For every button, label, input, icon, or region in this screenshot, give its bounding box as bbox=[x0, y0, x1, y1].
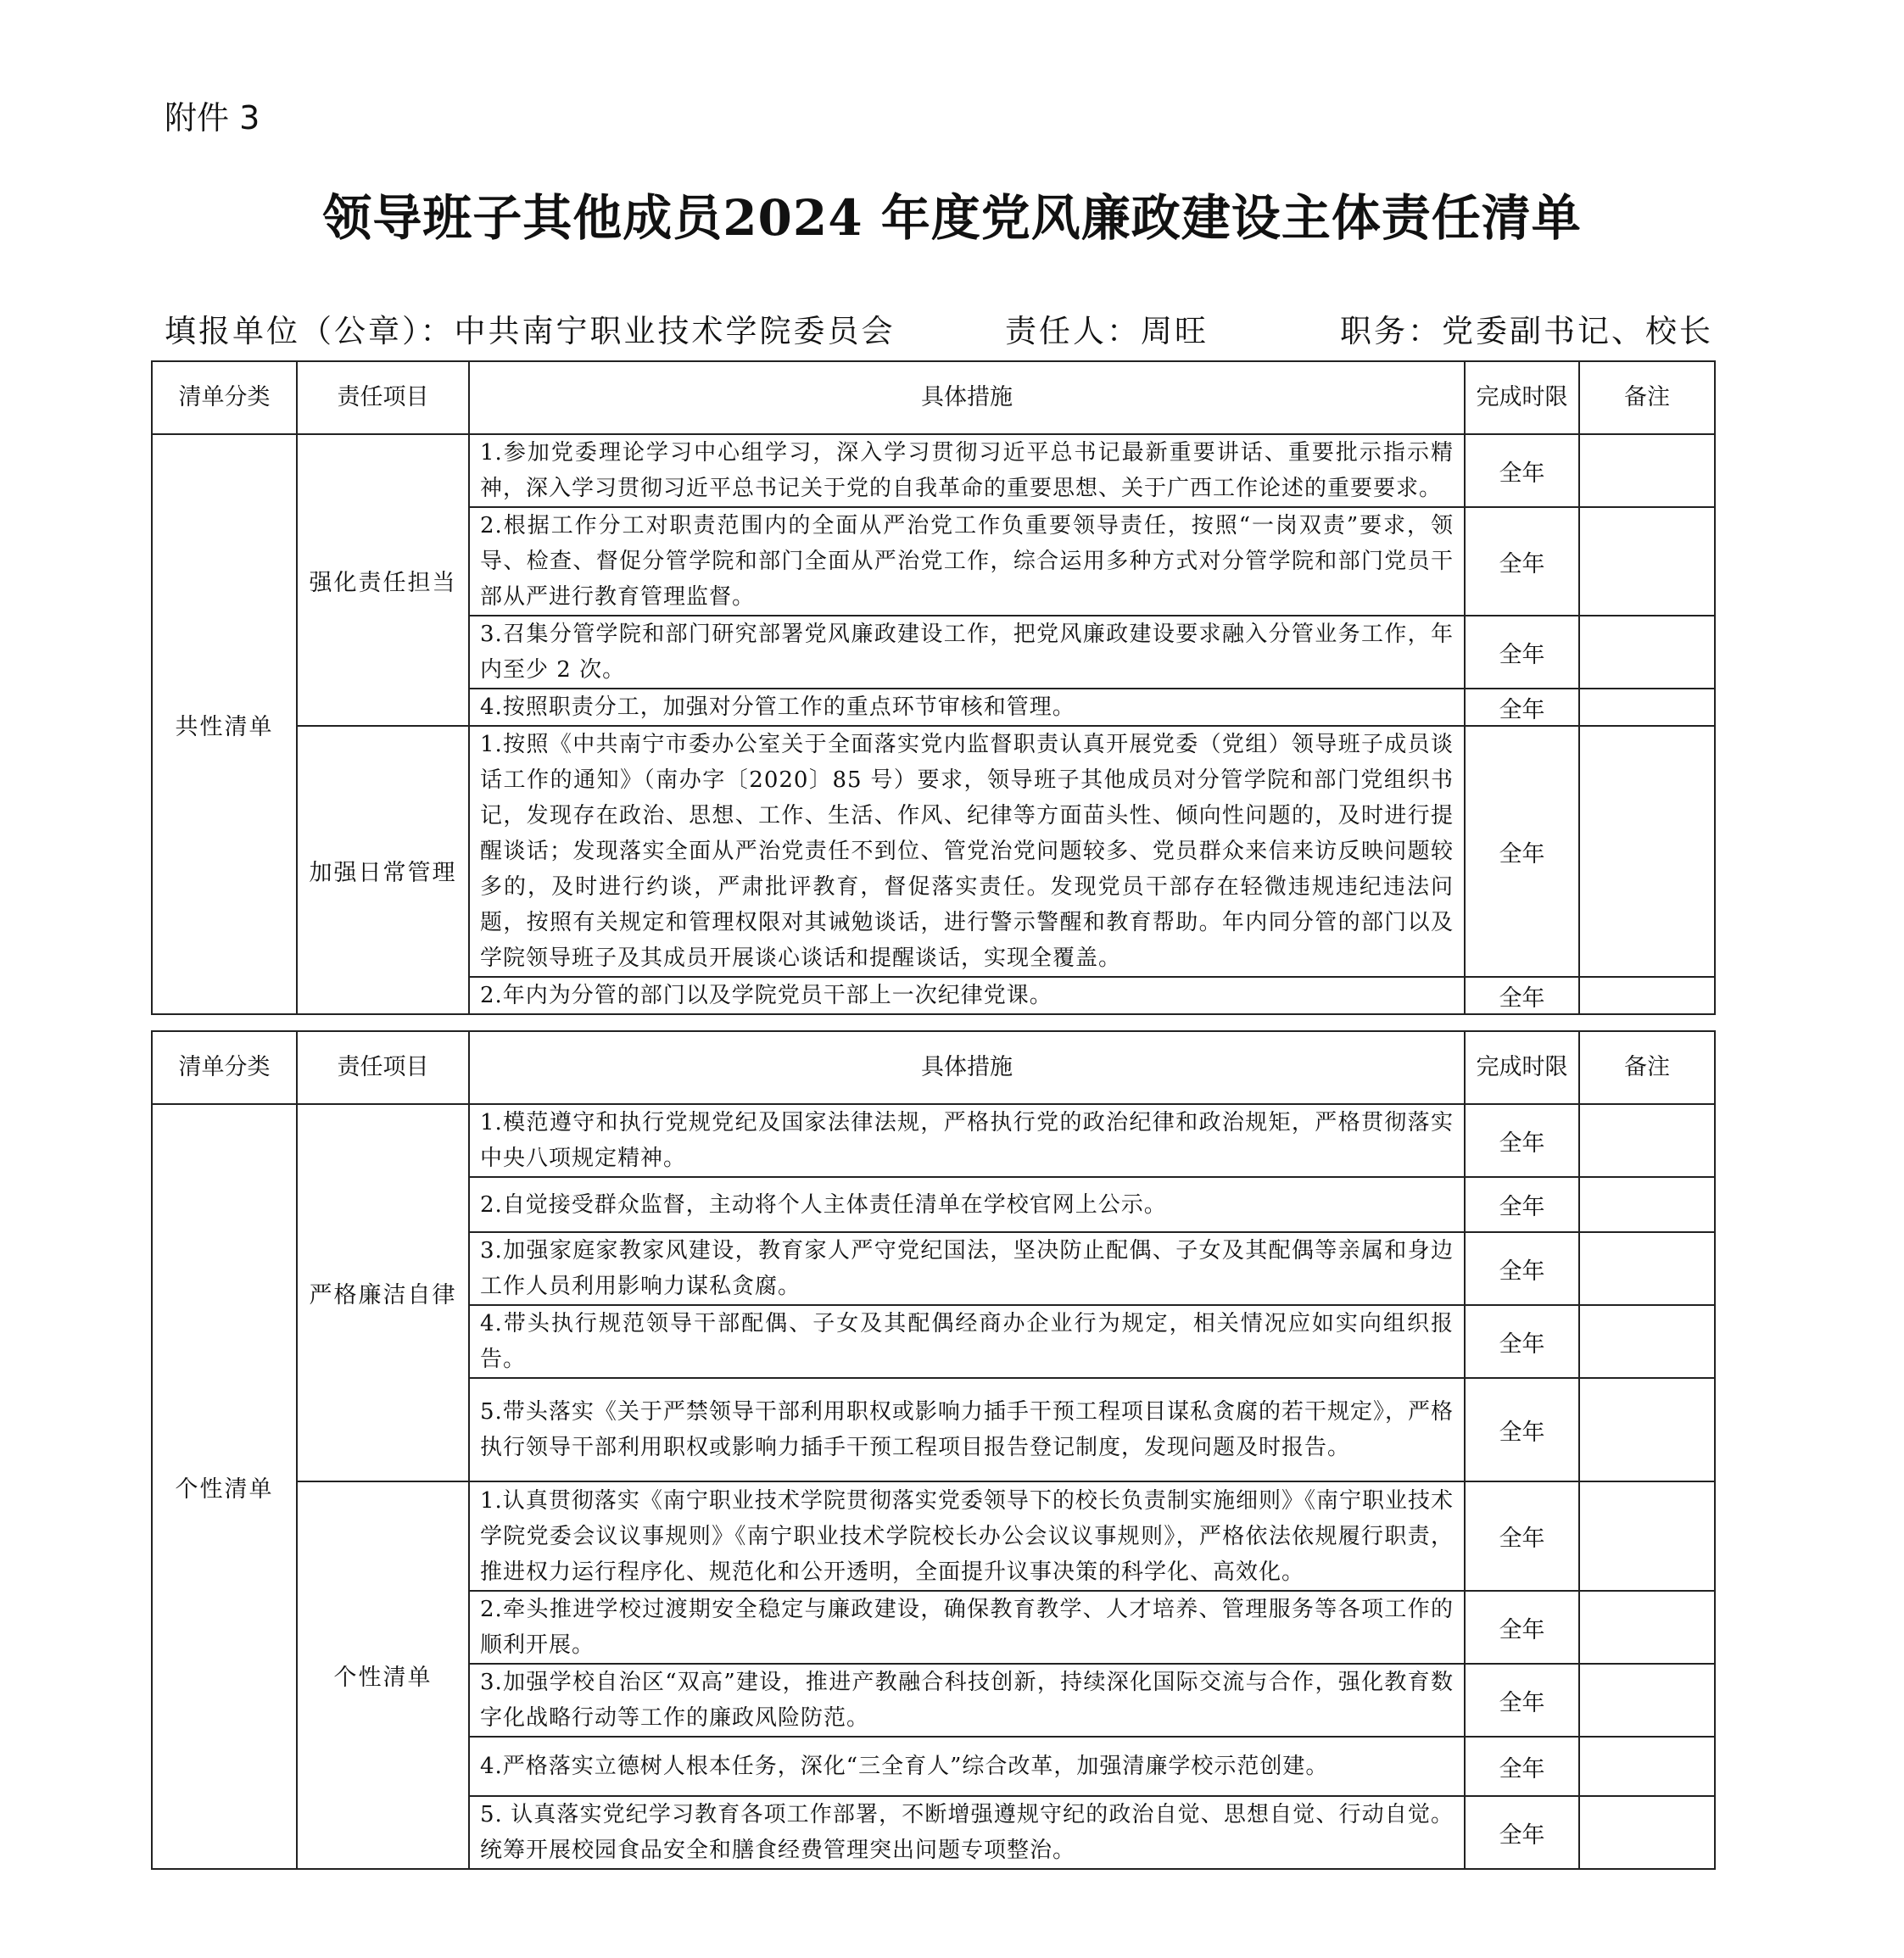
note-cell bbox=[1579, 507, 1715, 616]
category-cell: 共性清单 bbox=[152, 434, 297, 1014]
note-cell bbox=[1579, 1796, 1715, 1869]
note-cell bbox=[1579, 434, 1715, 507]
table-row bbox=[152, 1481, 1715, 1591]
note-cell bbox=[1579, 1104, 1715, 1177]
limit-cell: 全年 bbox=[1465, 1104, 1579, 1177]
table-row bbox=[152, 1104, 1715, 1177]
note-cell bbox=[1579, 1177, 1715, 1232]
measure-cell: 1.认真贯彻落实《南宁职业技术学院贯彻落实党委领导下的校长负责制实施细则》《南宁职业技术学院党委会议议事规则》《南宁职业技术学院校长办公会议议事规则》，严格依法依规履行职责，推进权力运行程序化、规范化和公开透明，全面提升议事决策的科学化、高效化。 bbox=[469, 1481, 1465, 1591]
item-cell: 强化责任担当 bbox=[297, 434, 469, 726]
limit-cell: 全年 bbox=[1465, 1737, 1579, 1796]
item-cell: 加强日常管理 bbox=[297, 726, 469, 1014]
position: 职务：党委副书记、校长 bbox=[1340, 313, 1713, 349]
note-cell bbox=[1579, 1305, 1715, 1378]
measure-cell: 4.按照职责分工，加强对分管工作的重点环节审核和管理。 bbox=[469, 689, 1465, 726]
responsible-person: 责任人：周旺 bbox=[1005, 313, 1209, 349]
attachment-label: 附件 3 bbox=[165, 99, 260, 137]
common-list-table bbox=[151, 360, 1716, 1015]
page-title: 领导班子其他成员2024 年度党风廉政建设主体责任清单 bbox=[322, 189, 1582, 247]
measure-cell: 1.参加党委理论学习中心组学习，深入学习贯彻习近平总书记最新重要讲话、重要批示指示精神，深入学习贯彻习近平总书记关于党的自我革命的重要思想、关于广西工作论述的重要要求。 bbox=[469, 434, 1465, 507]
header-category: 清单分类 bbox=[152, 361, 297, 434]
limit-cell: 全年 bbox=[1465, 507, 1579, 616]
measure-cell: 2.牵头推进学校过渡期安全稳定与廉政建设，确保教育教学、人才培养、管理服务等各项工作的顺利开展。 bbox=[469, 1591, 1465, 1664]
limit-cell: 全年 bbox=[1465, 689, 1579, 726]
header-item: 责任项目 bbox=[297, 361, 469, 434]
measure-cell: 3.加强家庭家教家风建设，教育家人严守党纪国法，坚决防止配偶、子女及其配偶等亲属和身边工作人员利用影响力谋私贪腐。 bbox=[469, 1232, 1465, 1305]
reporting-unit: 填报单位（公章）：中共南宁职业技术学院委员会 bbox=[165, 313, 896, 349]
limit-cell: 全年 bbox=[1465, 1664, 1579, 1737]
limit-cell: 全年 bbox=[1465, 726, 1579, 977]
note-cell bbox=[1579, 1737, 1715, 1796]
item-cell: 严格廉洁自律 bbox=[297, 1104, 469, 1481]
limit-cell: 全年 bbox=[1465, 1232, 1579, 1305]
measure-cell: 1.模范遵守和执行党规党纪及国家法律法规，严格执行党的政治纪律和政治规矩，严格贯彻落实中央八项规定精神。 bbox=[469, 1104, 1465, 1177]
measure-cell: 5.带头落实《关于严禁领导干部利用职权或影响力插手干预工程项目谋私贪腐的若干规定》，严格执行领导干部利用职权或影响力插手干预工程项目报告登记制度，发现问题及时报告。 bbox=[469, 1378, 1465, 1481]
item-cell: 个性清单 bbox=[297, 1481, 469, 1869]
category-cell: 个性清单 bbox=[152, 1104, 297, 1869]
note-cell bbox=[1579, 977, 1715, 1014]
note-cell bbox=[1579, 689, 1715, 726]
limit-cell: 全年 bbox=[1465, 1305, 1579, 1378]
measure-cell: 2.自觉接受群众监督，主动将个人主体责任清单在学校官网上公示。 bbox=[469, 1177, 1465, 1232]
limit-cell: 全年 bbox=[1465, 977, 1579, 1014]
header-measure: 具体措施 bbox=[469, 361, 1465, 434]
limit-cell: 全年 bbox=[1465, 1177, 1579, 1232]
measure-cell: 3.加强学校自治区“双高”建设，推进产教融合科技创新，持续深化国际交流与合作，强化教育数字化战略行动等工作的廉政风险防范。 bbox=[469, 1664, 1465, 1737]
header-limit: 完成时限 bbox=[1465, 361, 1579, 434]
limit-cell: 全年 bbox=[1465, 1591, 1579, 1664]
note-cell bbox=[1579, 1591, 1715, 1664]
table-header-row bbox=[152, 361, 1715, 434]
header-item: 责任项目 bbox=[297, 1031, 469, 1104]
header-note: 备注 bbox=[1579, 1031, 1715, 1104]
note-cell bbox=[1579, 1378, 1715, 1481]
note-cell bbox=[1579, 726, 1715, 977]
note-cell bbox=[1579, 1232, 1715, 1305]
measure-cell: 2.根据工作分工对职责范围内的全面从严治党工作负重要领导责任，按照“一岗双责”要求，领导、检查、督促分管学院和部门全面从严治党工作，综合运用多种方式对分管学院和部门党员干部从严进行教育管理监督。 bbox=[469, 507, 1465, 616]
limit-cell: 全年 bbox=[1465, 1796, 1579, 1869]
measure-cell: 2.年内为分管的部门以及学院党员干部上一次纪律党课。 bbox=[469, 977, 1465, 1014]
note-cell bbox=[1579, 616, 1715, 689]
limit-cell: 全年 bbox=[1465, 1378, 1579, 1481]
header-category: 清单分类 bbox=[152, 1031, 297, 1104]
measure-cell: 1.按照《中共南宁市委办公室关于全面落实党内监督职责认真开展党委（党组）领导班子成员谈话工作的通知》（南办字〔2020〕85 号）要求，领导班子其他成员对分管学院和部门党组织书记，发现存在政治、思想、工作、生活、作风、纪律等方面苗头性、倾向性问题的，及时进行提醒谈话；发现落实全面从严治党责任不到位、管党治党问题较多、党员群众来信来访反映问题较多的，及时进行约谈，严肃批评教育，督促落实责任。发现党员干部存在轻微违规违纪违法问题，按照有关规定和管理权限对其诫勉谈话，进行警示警醒和教育帮助。年内同分管的部门以及学院领导班子及其成员开展谈心谈话和提醒谈话，实现全覆盖。 bbox=[469, 726, 1465, 977]
measure-cell: 4.带头执行规范领导干部配偶、子女及其配偶经商办企业行为规定，相关情况应如实向组织报告。 bbox=[469, 1305, 1465, 1378]
personal-list-table bbox=[151, 1030, 1716, 1870]
header-note: 备注 bbox=[1579, 361, 1715, 434]
limit-cell: 全年 bbox=[1465, 1481, 1579, 1591]
header-measure: 具体措施 bbox=[469, 1031, 1465, 1104]
measure-cell: 5. 认真落实党纪学习教育各项工作部署，不断增强遵规守纪的政治自觉、思想自觉、行动自觉。统筹开展校园食品安全和膳食经费管理突出问题专项整治。 bbox=[469, 1796, 1465, 1869]
measure-cell: 4.严格落实立德树人根本任务，深化“三全育人”综合改革，加强清廉学校示范创建。 bbox=[469, 1737, 1465, 1796]
table-row bbox=[152, 726, 1715, 977]
note-cell bbox=[1579, 1664, 1715, 1737]
header-limit: 完成时限 bbox=[1465, 1031, 1579, 1104]
limit-cell: 全年 bbox=[1465, 616, 1579, 689]
table-row bbox=[152, 434, 1715, 507]
table-header-row bbox=[152, 1031, 1715, 1104]
measure-cell: 3.召集分管学院和部门研究部署党风廉政建设工作，把党风廉政建设要求融入分管业务工作，年内至少 2 次。 bbox=[469, 616, 1465, 689]
note-cell bbox=[1579, 1481, 1715, 1591]
limit-cell: 全年 bbox=[1465, 434, 1579, 507]
